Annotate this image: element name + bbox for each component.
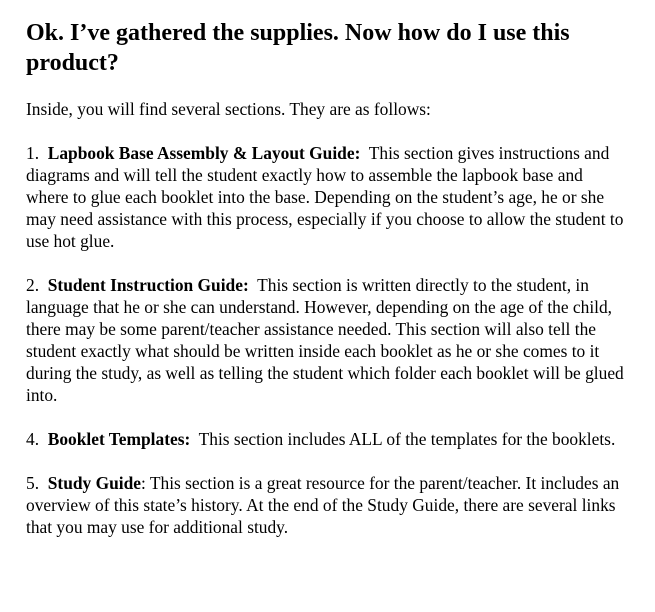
section-body: : This section is a great resource for the parent/teacher. It includes an overview of this state’s history. At the end of the Study Guide, there are several links that you may use for additional study. bbox=[26, 473, 620, 537]
section-student-instruction bbox=[26, 274, 626, 406]
section-body: This section gives instructions and diagrams and will tell the student exactly how to assemble the lapbook base and where to glue each booklet into the base. Depending on the student’s age, he or she may need assistance with this process, especially if you choose to allow the student to use hot glue. bbox=[26, 143, 624, 251]
section-title: Lapbook Base Assembly & Layout Guide: bbox=[47, 143, 361, 163]
section-number: 4. bbox=[26, 429, 40, 449]
section-body: This section includes ALL of the templates for the booklets. bbox=[198, 429, 616, 449]
intro-paragraph: Inside, you will find several sections. They are as follows: bbox=[26, 99, 431, 119]
section-number: 2. bbox=[26, 275, 40, 295]
document-page bbox=[26, 18, 626, 560]
section-body: This section is written directly to the student, in language that he or she can understand. However, depending on the age of the child, there may be some parent/teacher assistance needed. This section will also tell the student exactly what should be written inside each booklet as he or she comes to it during the study, as well as telling the student which folder each booklet will be glued into. bbox=[26, 275, 624, 405]
section-number: 1. bbox=[26, 143, 40, 163]
section-booklet-templates bbox=[26, 428, 626, 450]
section-lapbook-base bbox=[26, 142, 626, 252]
section-title: Booklet Templates: bbox=[47, 429, 191, 449]
section-title: Student Instruction Guide: bbox=[47, 275, 249, 295]
section-study-guide bbox=[26, 472, 626, 538]
document-heading: Ok. I’ve gathered the supplies. Now how do I use this product? bbox=[26, 20, 570, 76]
section-title: Study Guide bbox=[47, 473, 142, 493]
section-number: 5. bbox=[26, 473, 40, 493]
